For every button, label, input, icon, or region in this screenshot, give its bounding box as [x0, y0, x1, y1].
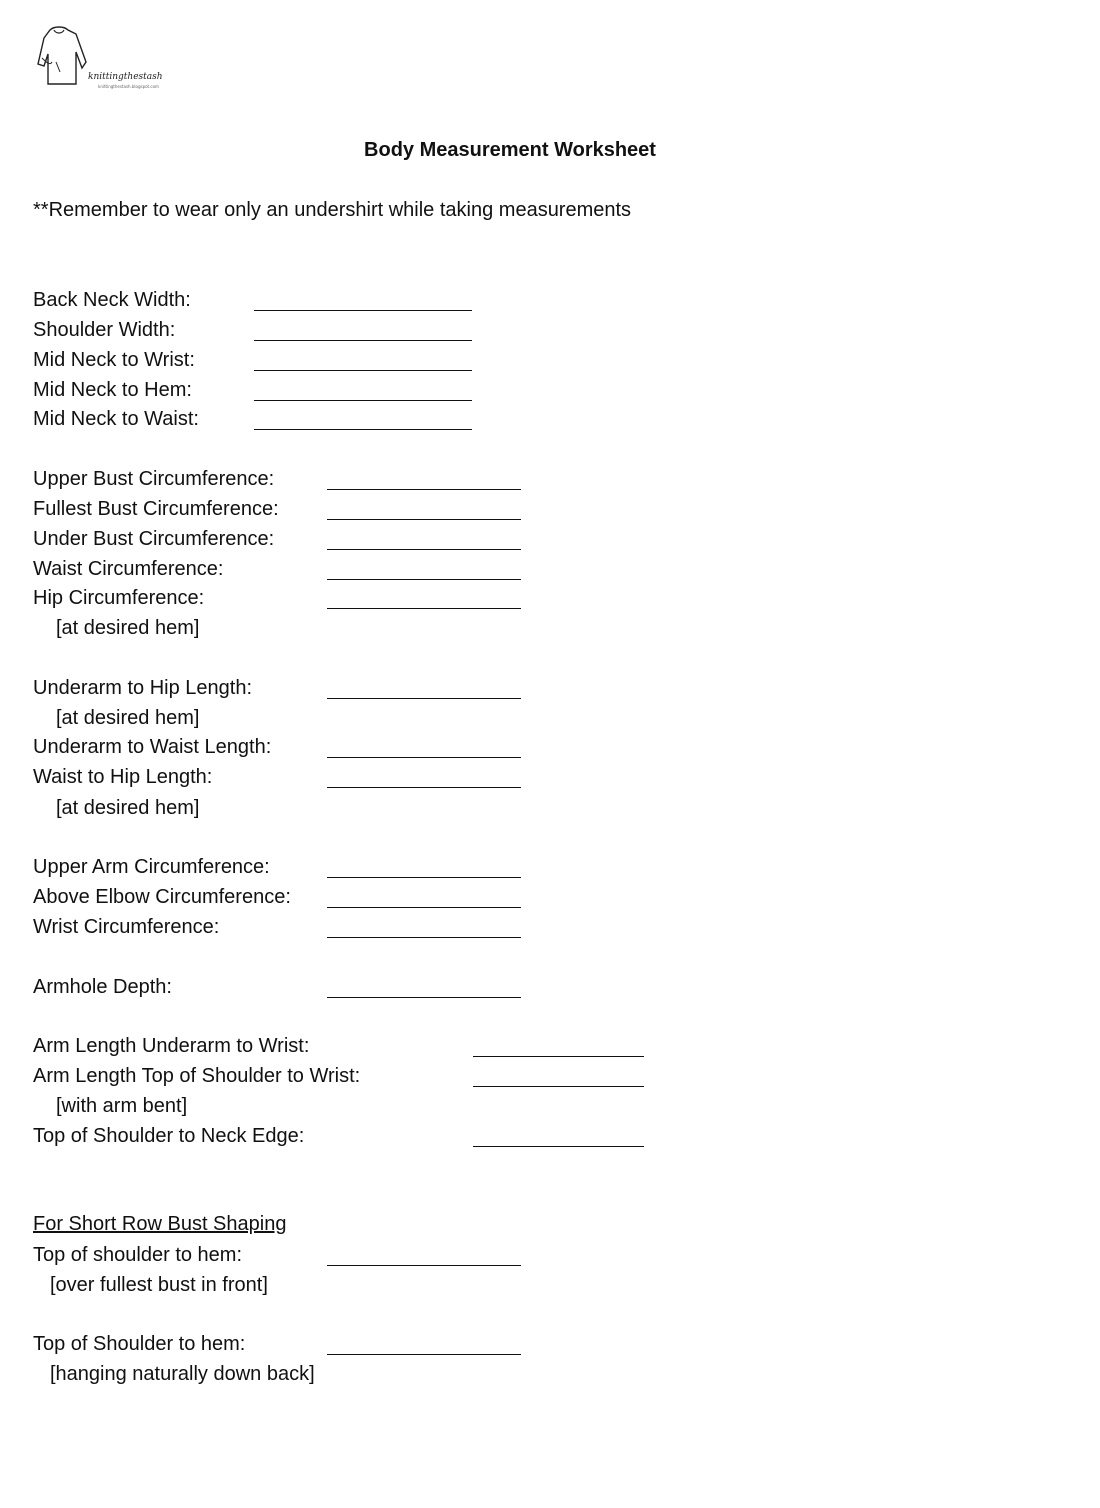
answer-line[interactable] [327, 549, 521, 550]
field-label: Back Neck Width: [33, 289, 191, 311]
field-note: [over fullest bust in front] [50, 1274, 268, 1296]
sweater-icon [36, 22, 96, 92]
answer-line[interactable] [473, 1086, 644, 1087]
answer-line[interactable] [327, 907, 521, 908]
field-label: Shoulder Width: [33, 319, 176, 341]
page-title: Body Measurement Worksheet [364, 139, 656, 161]
answer-line[interactable] [327, 1265, 521, 1266]
answer-line[interactable] [473, 1146, 644, 1147]
field-label: Underarm to Waist Length: [33, 736, 272, 758]
field-note: [with arm bent] [56, 1095, 188, 1117]
answer-line[interactable] [327, 1354, 521, 1355]
field-label: Arm Length Underarm to Wrist: [33, 1035, 310, 1057]
logo-subtext: knittingthestash.blogspot.com [98, 84, 159, 89]
field-label: Under Bust Circumference: [33, 528, 275, 550]
answer-line[interactable] [327, 489, 521, 490]
field-label: Mid Neck to Wrist: [33, 349, 195, 371]
logo-text: knittingthestash [88, 72, 163, 82]
field-label: Underarm to Hip Length: [33, 677, 253, 699]
field-note: [at desired hem] [56, 707, 200, 729]
field-note: [at desired hem] [56, 797, 200, 819]
answer-line[interactable] [327, 877, 521, 878]
answer-line[interactable] [254, 370, 472, 371]
answer-line[interactable] [254, 400, 472, 401]
field-note: [hanging naturally down back] [50, 1363, 315, 1385]
field-note: [at desired hem] [56, 617, 200, 639]
answer-line[interactable] [254, 429, 472, 430]
field-label: Wrist Circumference: [33, 916, 220, 938]
answer-line[interactable] [254, 310, 472, 311]
field-label: Waist to Hip Length: [33, 766, 213, 788]
field-label: Top of shoulder to hem: [33, 1244, 243, 1266]
field-label: Upper Arm Circumference: [33, 856, 270, 878]
answer-line[interactable] [327, 997, 521, 998]
reminder-note: **Remember to wear only an undershirt while taking measurements [33, 199, 632, 221]
field-label: Upper Bust Circumference: [33, 468, 275, 490]
answer-line[interactable] [327, 608, 521, 609]
field-label: Waist Circumference: [33, 558, 224, 580]
answer-line[interactable] [254, 340, 472, 341]
answer-line[interactable] [327, 519, 521, 520]
answer-line[interactable] [473, 1056, 644, 1057]
logo [36, 22, 166, 102]
field-label: Above Elbow Circumference: [33, 886, 291, 908]
answer-line[interactable] [327, 787, 521, 788]
answer-line[interactable] [327, 579, 521, 580]
field-label: Top of Shoulder to hem: [33, 1333, 246, 1355]
answer-line[interactable] [327, 757, 521, 758]
field-label: Mid Neck to Hem: [33, 379, 192, 401]
section-heading: For Short Row Bust Shaping [33, 1213, 287, 1235]
field-label: Fullest Bust Circumference: [33, 498, 279, 520]
field-label: Hip Circumference: [33, 587, 205, 609]
field-label: Armhole Depth: [33, 976, 172, 998]
answer-line[interactable] [327, 937, 521, 938]
field-label: Mid Neck to Waist: [33, 408, 199, 430]
answer-line[interactable] [327, 698, 521, 699]
field-label: Arm Length Top of Shoulder to Wrist: [33, 1065, 361, 1087]
field-label: Top of Shoulder to Neck Edge: [33, 1125, 305, 1147]
